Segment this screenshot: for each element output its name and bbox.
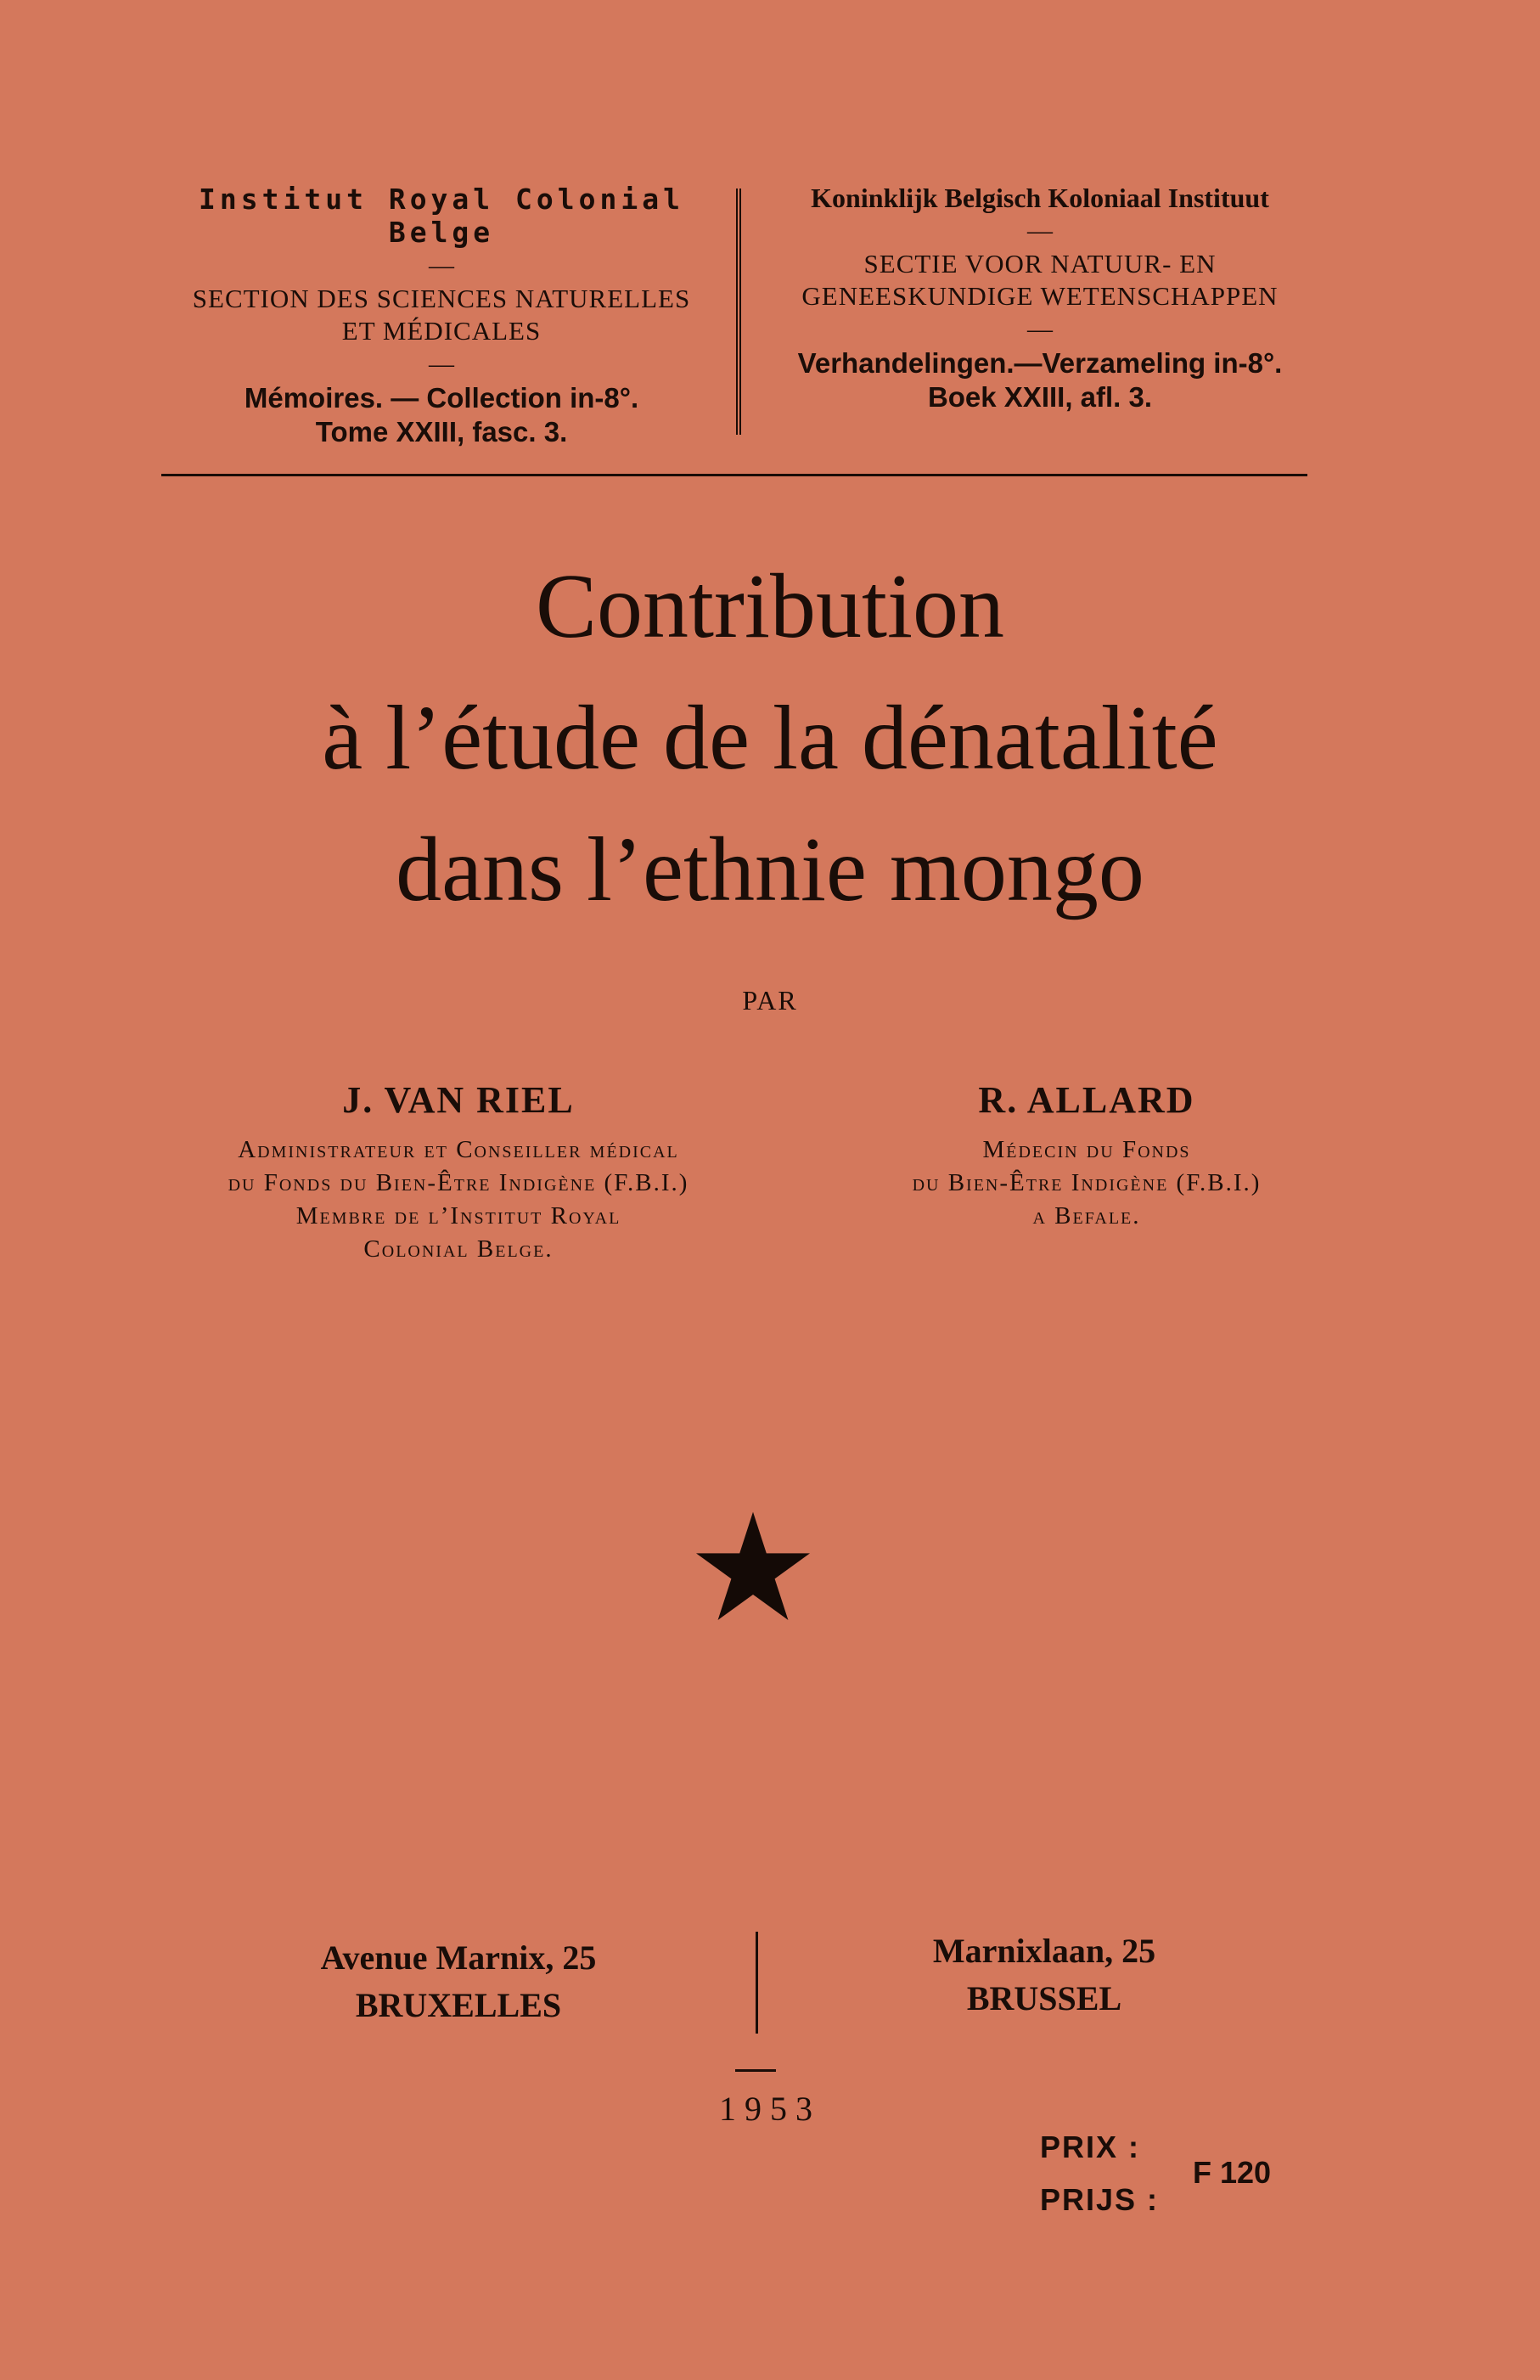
author-block-2 [815, 1078, 1358, 1233]
author-title: Médecin du Fonds [982, 1136, 1191, 1163]
author-name: J. VAN RIEL [342, 1079, 575, 1121]
header-left [153, 183, 730, 449]
star-icon [696, 1511, 810, 1622]
author-name: R. ALLARD [978, 1079, 1195, 1121]
publication-year: 1953 [719, 2090, 821, 2128]
collection-nl: Verhandelingen.—Verzameling in-8°. [797, 347, 1283, 379]
address-divider [756, 1932, 758, 2034]
separator-dash: — [1027, 315, 1053, 343]
tome-nl: Boek XXIII, afl. 3. [927, 381, 1153, 413]
author-title: du Bien-Être Indigène (F.B.I.) [912, 1169, 1262, 1196]
title-line-2: à l’étude de la dénatalité [322, 688, 1218, 789]
address-fr [255, 1934, 662, 2029]
tome-fr: Tome XXIII, fasc. 3. [315, 416, 568, 447]
collection-fr: Mémoires. — Collection in-8°. [244, 382, 639, 414]
author-title: Administrateur et Conseiller médical [238, 1136, 679, 1163]
author-title: a Befale. [1032, 1202, 1141, 1229]
address-city: BRUSSEL [966, 1979, 1122, 2017]
year-dash [735, 2069, 776, 2072]
author-title: Colonial Belge. [363, 1235, 554, 1263]
institute-name-nl: Koninklijk Belgisch Koloniaal Instituut [811, 183, 1269, 213]
header-right [751, 183, 1329, 414]
title-line-3: dans l’ethnie mongo [396, 819, 1144, 920]
by-label: PAR [742, 985, 798, 1016]
price-value: F 120 [1193, 2155, 1272, 2190]
section-name-fr-line1: SECTION DES SCIENCES NATURELLES [192, 284, 691, 313]
separator-dash: — [429, 251, 454, 279]
header-rule [161, 474, 1307, 476]
section-name-nl-line1: SECTIE VOOR NATUUR- EN [863, 249, 1217, 279]
price-label-nl: PRIJS : [1040, 2182, 1160, 2217]
section-name-nl-line2: GENEESKUNDIGE WETENSCHAPPEN [801, 281, 1279, 311]
institute-name-fr: Institut Royal Colonial Belge [199, 183, 684, 249]
author-block-1 [153, 1078, 764, 1266]
author-title: du Fonds du Bien-Être Indigène (F.B.I.) [228, 1169, 689, 1196]
separator-dash: — [1027, 217, 1053, 245]
section-name-fr-line2: ET MÉDICALES [341, 316, 542, 346]
separator-dash: — [429, 350, 454, 378]
author-title: Membre de l’Institut Royal [295, 1202, 621, 1229]
address-city: BRUXELLES [355, 1986, 562, 2024]
address-nl [849, 1927, 1239, 2023]
address-street: Avenue Marnix, 25 [320, 1938, 597, 1977]
price-label-fr: PRIX : [1040, 2130, 1141, 2164]
header-divider [736, 188, 741, 435]
title-line-1: Contribution [535, 556, 1005, 657]
address-street: Marnixlaan, 25 [932, 1932, 1156, 1970]
